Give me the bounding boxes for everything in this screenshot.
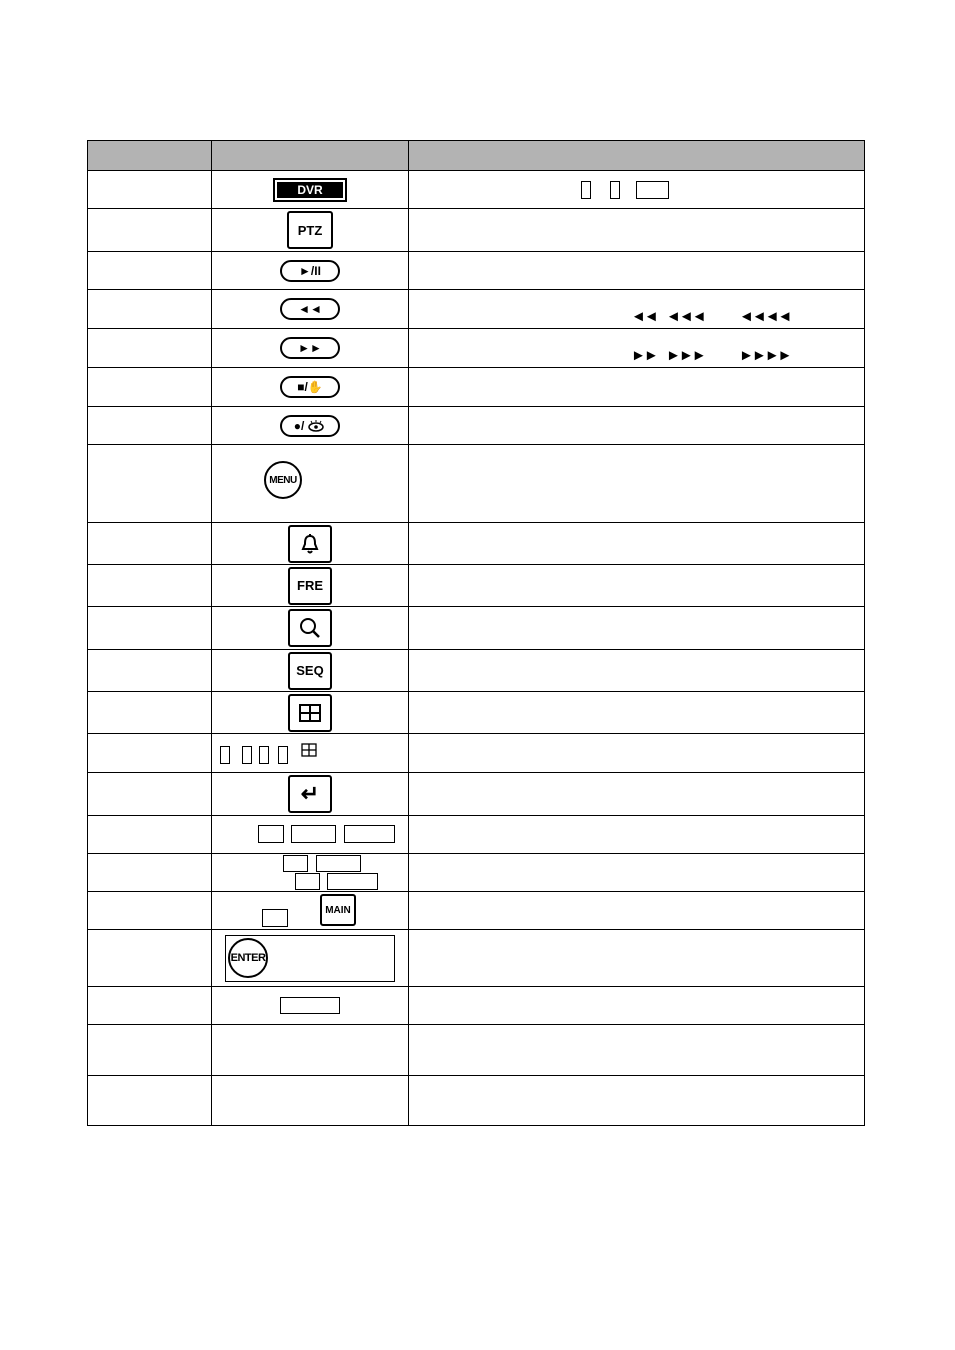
- ff-3x-glyph: ►►►: [666, 347, 705, 364]
- table-row: [88, 854, 865, 892]
- key-box: [258, 825, 284, 843]
- table-row: [88, 407, 865, 445]
- ff-4x-glyph: ►►►►: [739, 347, 791, 364]
- key-box: [636, 181, 669, 199]
- channel-box: [242, 746, 252, 764]
- menu-icon: MENU: [264, 461, 302, 499]
- key-function-table: [87, 140, 865, 1126]
- table-row: [88, 252, 865, 290]
- key-box: [327, 873, 378, 890]
- table-row: [88, 692, 865, 734]
- channel-box: [220, 746, 230, 764]
- channel-box: [278, 746, 288, 764]
- table-row: [88, 773, 865, 816]
- table-row: [88, 329, 865, 368]
- enter-panel: [225, 935, 395, 982]
- key-box: [316, 855, 361, 872]
- key-box: [283, 855, 308, 872]
- play-pause-icon: ►/II: [280, 260, 340, 282]
- enter-arrow-icon: ↵: [288, 775, 332, 813]
- ptz-icon: PTZ: [287, 211, 333, 249]
- fre-icon: FRE: [288, 567, 332, 605]
- record-icon: ●/: [280, 415, 340, 437]
- stop-hand-icon: ■/✋: [280, 376, 340, 398]
- table-row: [88, 892, 865, 930]
- table-row: [88, 290, 865, 329]
- main-icon: MAIN: [320, 894, 356, 926]
- seq-icon: SEQ: [288, 652, 332, 690]
- rewind-icon: ◄◄: [280, 298, 340, 320]
- key-box: [581, 181, 591, 199]
- key-box: [280, 997, 340, 1014]
- key-box: [295, 873, 320, 890]
- bell-icon: [288, 525, 332, 563]
- key-box: [344, 825, 395, 843]
- table-row: [88, 209, 865, 252]
- channel-box: [259, 746, 269, 764]
- table-row: [88, 565, 865, 607]
- key-box: [610, 181, 620, 199]
- table-row: [88, 987, 865, 1025]
- enter-round-icon: ENTER: [228, 938, 268, 978]
- table-row: [88, 816, 865, 854]
- key-box: [291, 825, 336, 843]
- eye-icon: [306, 419, 326, 433]
- key-box: [262, 909, 288, 927]
- table-row: [88, 523, 865, 565]
- table-row: [88, 1025, 865, 1076]
- header-cell-1: [88, 141, 212, 171]
- table-row: [88, 650, 865, 692]
- header-cell-2: [212, 141, 409, 171]
- rewind-2x-glyph: ◄◄: [631, 308, 657, 325]
- table-row: [88, 734, 865, 773]
- table-row: [88, 445, 865, 523]
- table-row: [88, 368, 865, 407]
- table-row: [88, 607, 865, 650]
- table-row: [88, 1076, 865, 1126]
- dvr-icon: DVR: [273, 178, 347, 202]
- quad-small-icon: [301, 743, 317, 757]
- header-cell-3: [409, 141, 865, 171]
- ff-2x-glyph: ►►: [631, 347, 657, 364]
- quad-icon: [288, 694, 332, 732]
- table-row: [88, 930, 865, 987]
- rewind-3x-glyph: ◄◄◄: [666, 308, 705, 325]
- fast-forward-icon: ►►: [280, 337, 340, 359]
- rewind-4x-glyph: ◄◄◄◄: [739, 308, 791, 325]
- table-header-row: [88, 141, 865, 171]
- search-icon: [288, 609, 332, 647]
- table-row: [88, 171, 865, 209]
